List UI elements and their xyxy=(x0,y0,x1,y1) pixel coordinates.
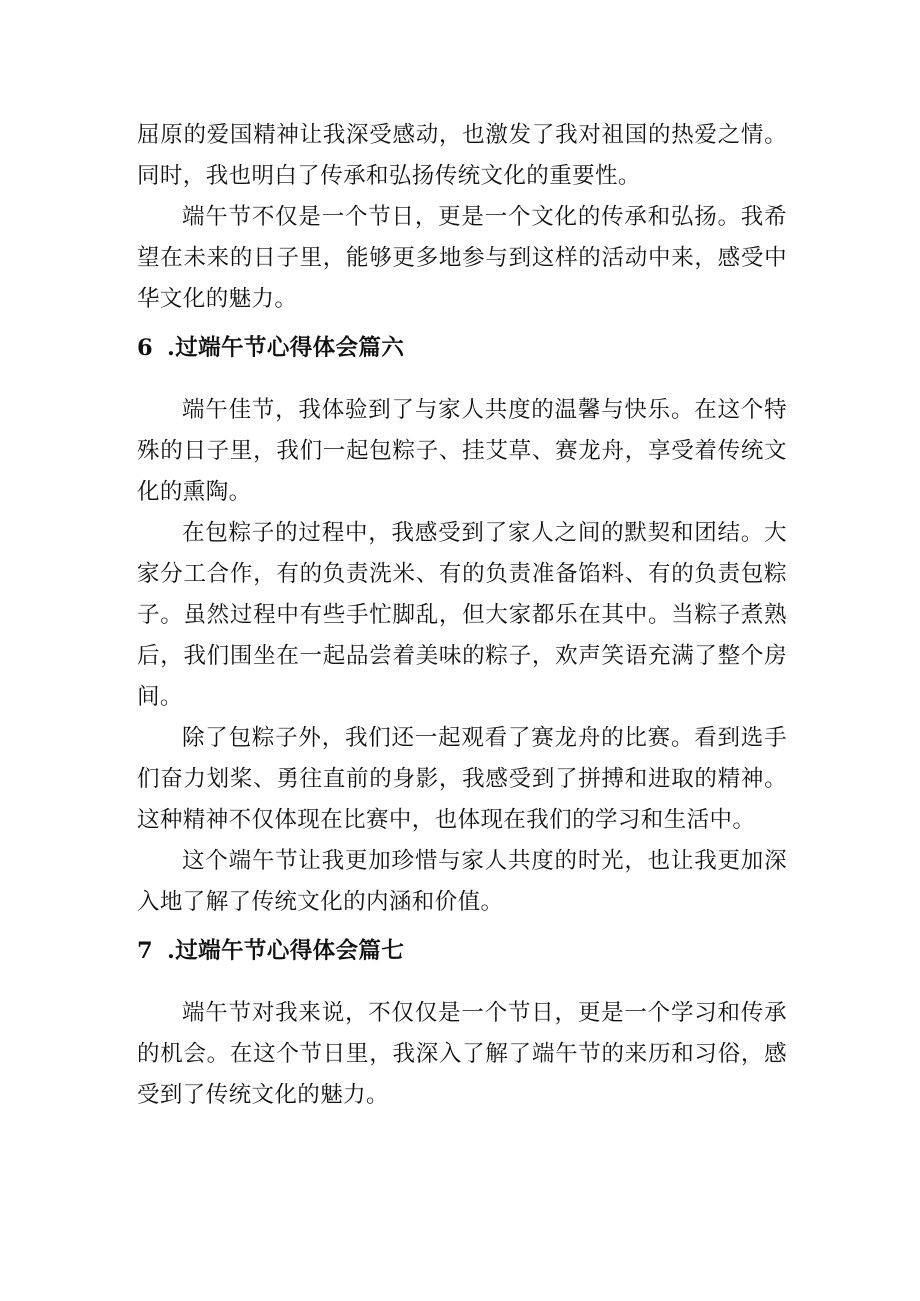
paragraph: 这个端午节让我更加珍惜与家人共度的时光，也让我更加深入地了解了传统文化的内涵和价值。 xyxy=(137,848,787,915)
section-heading-7 xyxy=(137,931,787,972)
paragraph-continued: 屈原的爱国精神让我深受感动，也激发了我对祖国的热爱之情。同时，我也明白了传承和弘扬传统文化的重要性。 xyxy=(137,122,787,189)
paragraph: 端午节不仅是一个节日，更是一个文化的传承和弘扬。我希望在未来的日子里，能够更多地参与到这样的活动中来，感受中华文化的魅力。 xyxy=(137,204,787,312)
section-number: 6 xyxy=(137,335,154,361)
section-number: 7 xyxy=(137,938,154,964)
spacer xyxy=(137,972,787,993)
paragraph: 端午节对我来说，不仅仅是一个节日，更是一个学习和传承的机会。在这个节日里，我深入了解了端午节的来历和习俗，感受到了传统文化的魅力。 xyxy=(137,1000,787,1108)
section-heading-6 xyxy=(137,328,787,369)
document-body xyxy=(137,115,787,1116)
section-title: .过端午节心得体会篇六 xyxy=(167,335,405,361)
paragraph: 除了包粽子外，我们还一起观看了赛龙舟的比赛。看到选手们奋力划桨、勇往直前的身影，我感受到了拼搏和进取的精神。这种精神不仅体现在比赛中，也体现在我们的学习和生活中。 xyxy=(137,725,787,833)
section-title: .过端午节心得体会篇七 xyxy=(167,938,405,964)
paragraph: 在包粽子的过程中，我感受到了家人之间的默契和团结。大家分工合作，有的负责洗米、有的负责准备馅料、有的负责包粽子。虽然过程中有些手忙脚乱，但大家都乐在其中。当粽子煮熟后，我们围坐在一起品尝着美味的粽子，欢声笑语充满了整个房间。 xyxy=(137,520,787,710)
spacer xyxy=(137,369,787,390)
paragraph: 端午佳节，我体验到了与家人共度的温馨与快乐。在这个特殊的日子里，我们一起包粽子、挂艾草、赛龙舟，享受着传统文化的熏陶。 xyxy=(137,397,787,505)
spacer xyxy=(137,320,787,328)
spacer xyxy=(137,923,787,931)
